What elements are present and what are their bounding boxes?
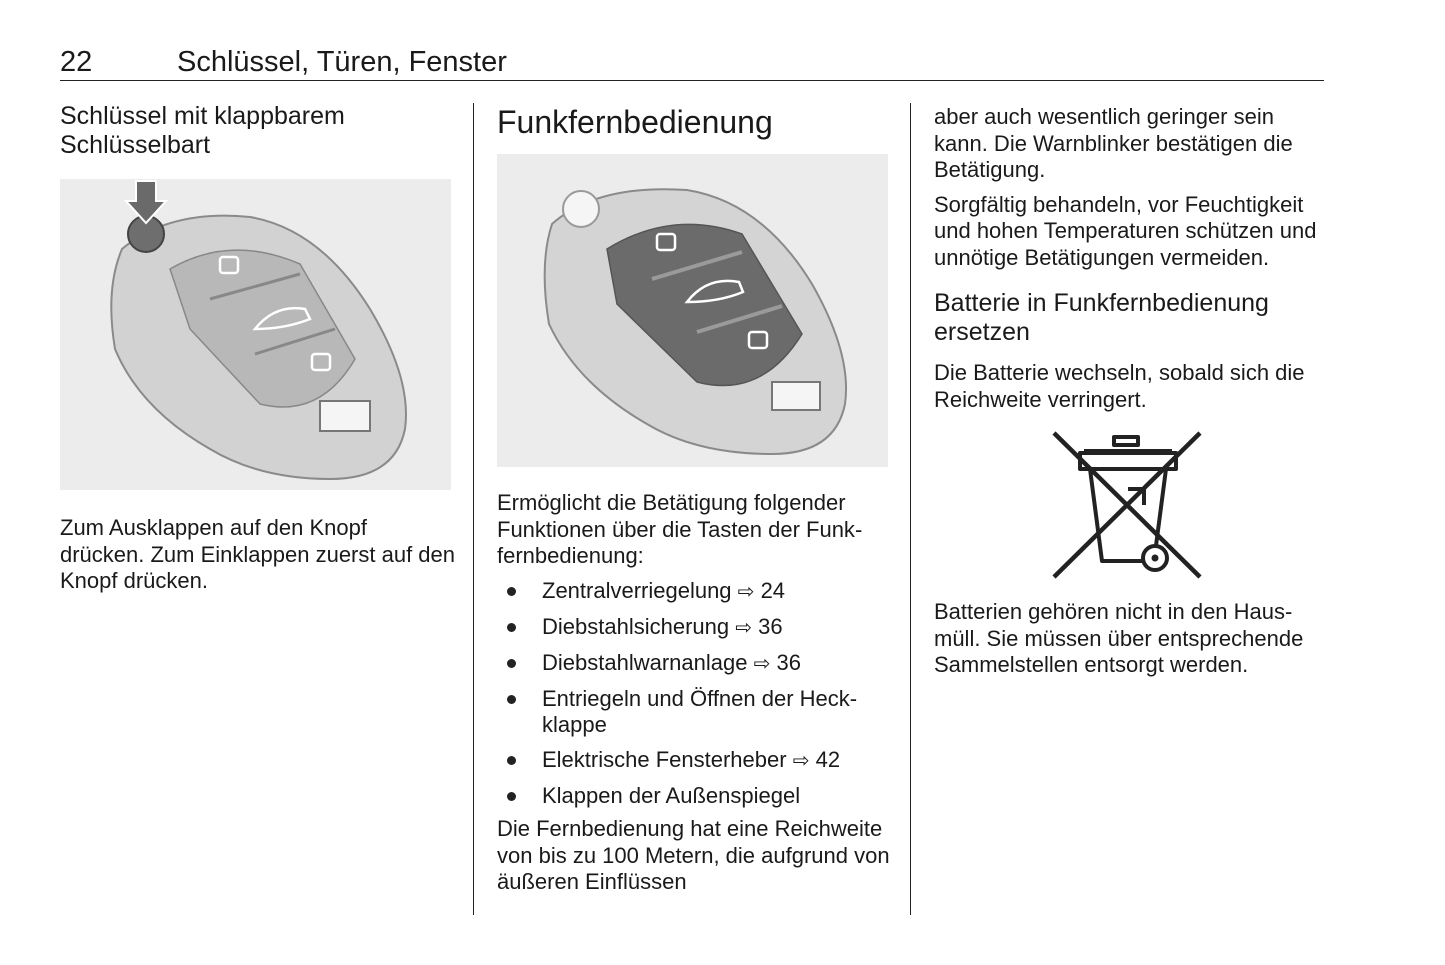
section-heading-battery: Batterie in Funkfernbedienung ersetzen (934, 289, 1269, 346)
list-item (497, 650, 892, 678)
list-item-text: Zentralverriegelung (542, 577, 732, 603)
page-reference[interactable]: 36 (758, 613, 783, 639)
bullet-icon (507, 623, 516, 632)
page-number: 22 (60, 46, 93, 78)
list-item (497, 783, 892, 810)
remote-functions-list (497, 578, 892, 810)
list-item-text: Diebstahlwarnanlage (542, 649, 748, 675)
section-heading-remote: Funkfernbedienung (497, 104, 773, 140)
bullet-icon (507, 587, 516, 596)
list-item (497, 747, 892, 775)
page-reference[interactable]: 42 (815, 747, 841, 772)
page-header (60, 46, 1324, 81)
bullet-icon (507, 695, 516, 704)
chapter-title: Schlüssel, Türen, Fenster (177, 46, 507, 78)
bullet-icon (507, 756, 516, 765)
column-middle (497, 102, 892, 896)
list-item (497, 686, 892, 739)
remote-control-illustration (497, 154, 888, 467)
list-item-text: Entriegeln und Öffnen der Heckklappe (542, 685, 858, 737)
continuation-text: aber auch wesentlich geringer sein kann. Die Warnblinker bestätigen die Betätigung. (934, 104, 1293, 182)
remote-intro-text: Ermöglicht die Betätigung folgender Funktionen über die Tasten der Funkfernbedienung: (497, 490, 863, 568)
folding-key-instructions: Zum Ausklappen auf den Knopf drücken. Zum Einklappen zuerst auf den Knopf drücken. (60, 515, 456, 593)
folding-key-illustration (60, 179, 451, 490)
column-left (60, 102, 455, 595)
list-item-text: Diebstahlsicherung (542, 613, 730, 639)
bullet-icon (507, 792, 516, 801)
crossed-out-bin-icon (1050, 429, 1205, 581)
arrow-right-outline-icon: ⇨ (792, 750, 810, 772)
remote-range-text: Die Fernbedienung hat eine Reichweite von bis zu 100 Metern, die aufgrund von äußeren Einflüssen (497, 816, 890, 894)
column-divider (910, 103, 911, 915)
column-divider (473, 103, 474, 915)
bullet-icon (507, 659, 516, 668)
page-reference[interactable]: 24 (760, 577, 786, 603)
list-item-text: Klappen der Außenspiegel (542, 783, 801, 808)
column-right (934, 102, 1329, 679)
list-item (497, 614, 892, 642)
arrow-right-outline-icon: ⇨ (737, 580, 755, 603)
list-item (497, 578, 892, 606)
list-item-text: Elektrische Fensterheber (542, 747, 787, 772)
section-heading-folding-key: Schlüssel mit klappbarem Schlüsselbart (60, 102, 345, 159)
battery-disposal-text: Batterien gehören nicht in den Hausmüll. Sie müssen über entsprechende Sammelstellen entsorgt werden. (934, 599, 1304, 677)
battery-replace-text: Die Batterie wechseln, sobald sich die Reichweite verringert. (934, 360, 1305, 412)
arrow-right-outline-icon: ⇨ (753, 652, 771, 675)
arrow-right-outline-icon: ⇨ (735, 616, 752, 639)
care-instructions: Sorgfältig behandeln, vor Feuchtigkeit und hohen Temperaturen schützen und unnötige Betätigungen vermeiden. (934, 191, 1317, 270)
page-reference[interactable]: 36 (776, 649, 801, 675)
